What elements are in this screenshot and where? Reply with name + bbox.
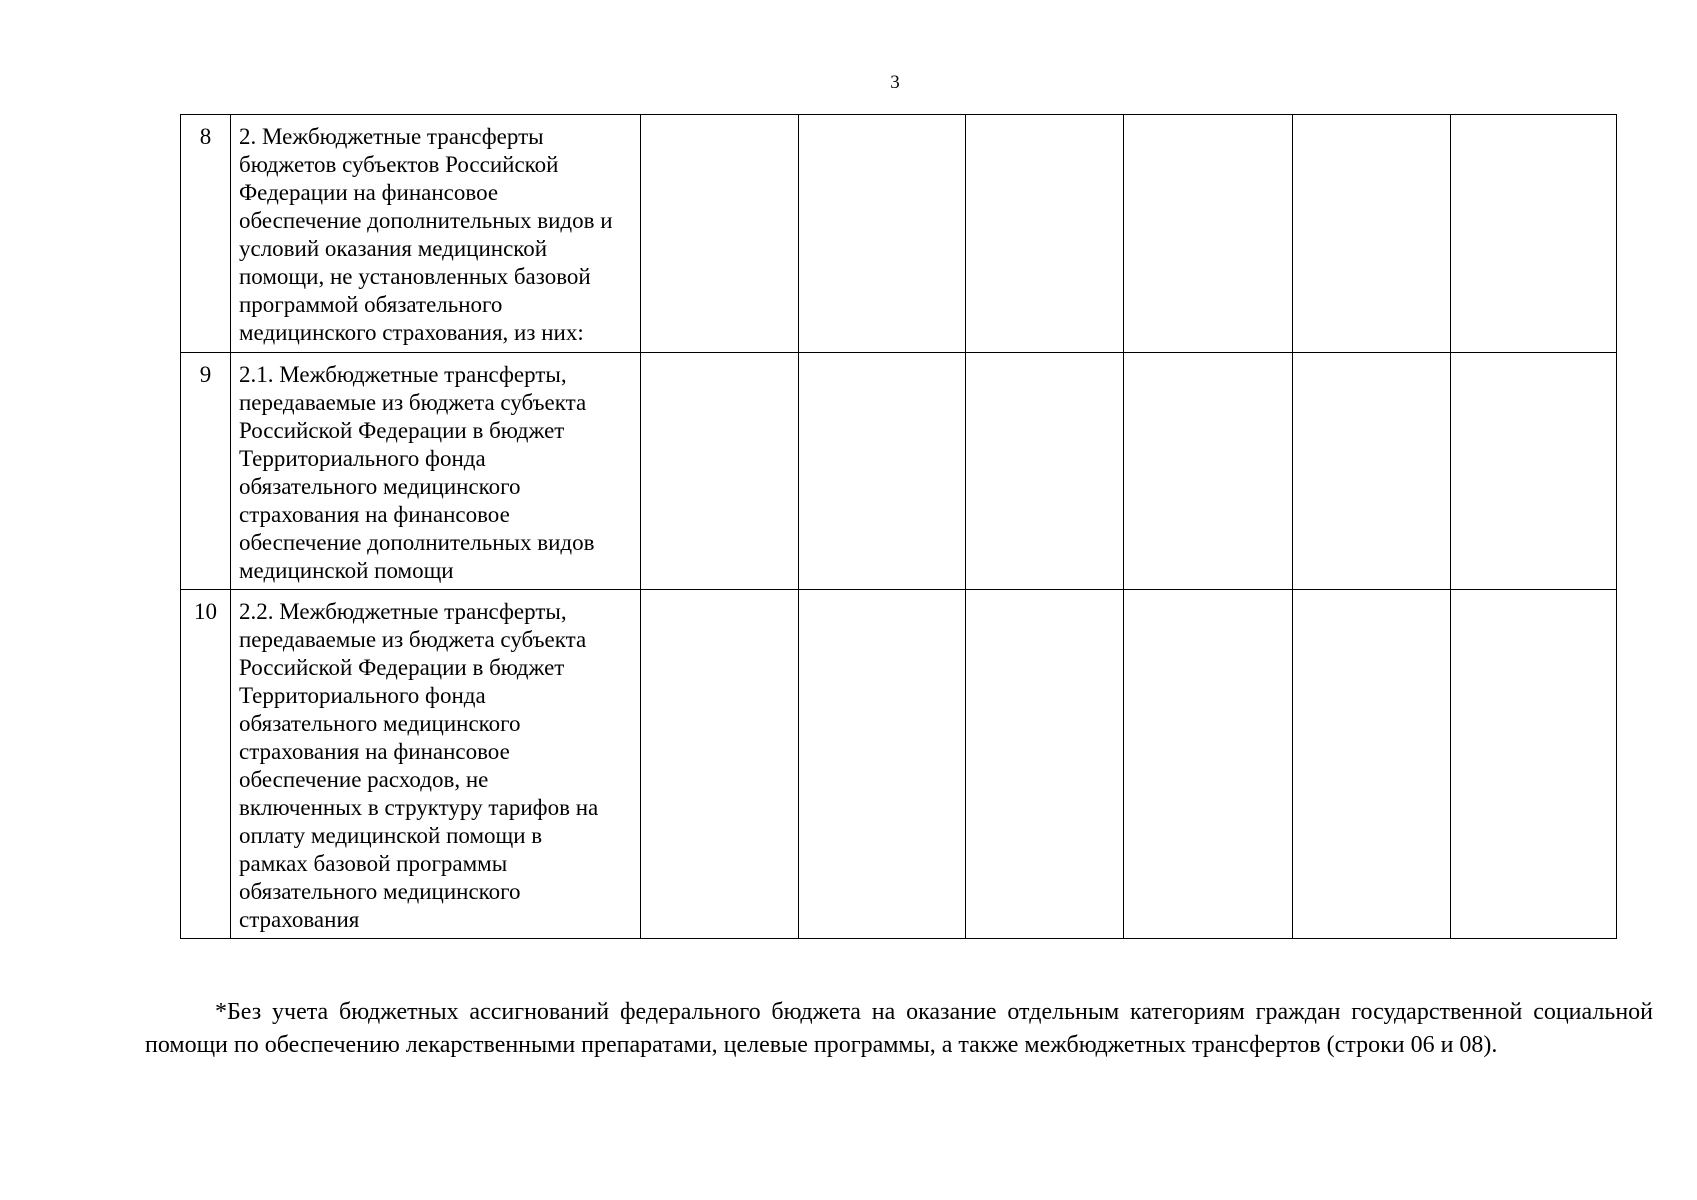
row-number: 10 (181, 590, 231, 939)
table-cell (1124, 353, 1293, 590)
table-cell (641, 115, 799, 353)
table-cell (1451, 353, 1617, 590)
table-cell (1293, 590, 1451, 939)
table-cell (1451, 115, 1617, 353)
row-number: 9 (181, 353, 231, 590)
table-cell (641, 590, 799, 939)
table-cell (641, 353, 799, 590)
table-cell (966, 115, 1124, 353)
table-cell (966, 590, 1124, 939)
table-cell (1124, 115, 1293, 353)
table-cell (799, 115, 966, 353)
row-number: 8 (181, 115, 231, 353)
row-description: 2. Межбюджетные трансферты бюджетов субъектов Российской Федерации на финансовое обеспечение дополнительных видов и условий оказания медицинской помощи, не установленных базовой программой обязательного медицинского страхования, из них: (231, 115, 641, 353)
page-number: 3 (890, 72, 900, 93)
table-row (181, 353, 1617, 590)
table-cell (966, 353, 1124, 590)
table-cell (1293, 115, 1451, 353)
table-cell (799, 353, 966, 590)
table-cell (1451, 590, 1617, 939)
table-cell (799, 590, 966, 939)
table-cell (1293, 353, 1451, 590)
table-row (181, 590, 1617, 939)
row-description: 2.2. Межбюджетные трансферты, передаваемые из бюджета субъекта Российской Федерации в бюджет Территориального фонда обязательного медицинского страхования на финансовое обеспечение расходов, не включенных в структуру тарифов на оплату медицинской помощи в рамках базовой программы обязательного медицинского страхования (231, 590, 641, 939)
table-cell (1124, 590, 1293, 939)
row-description: 2.1. Межбюджетные трансферты, передаваемые из бюджета субъекта Российской Федерации в бюджет Территориального фонда обязательного медицинского страхования на финансовое обеспечение дополнительных видов медицинской помощи (231, 353, 641, 590)
data-table (180, 114, 1617, 939)
table-row (181, 115, 1617, 353)
footnote: *Без учета бюджетных ассигнований федерального бюджета на оказание отдельным категориям граждан государственной социальной помощи по обеспечению лекарственными препаратами, целевые программы, а также межбюджетных трансфертов (строки 06 и 08). (145, 999, 1653, 1058)
